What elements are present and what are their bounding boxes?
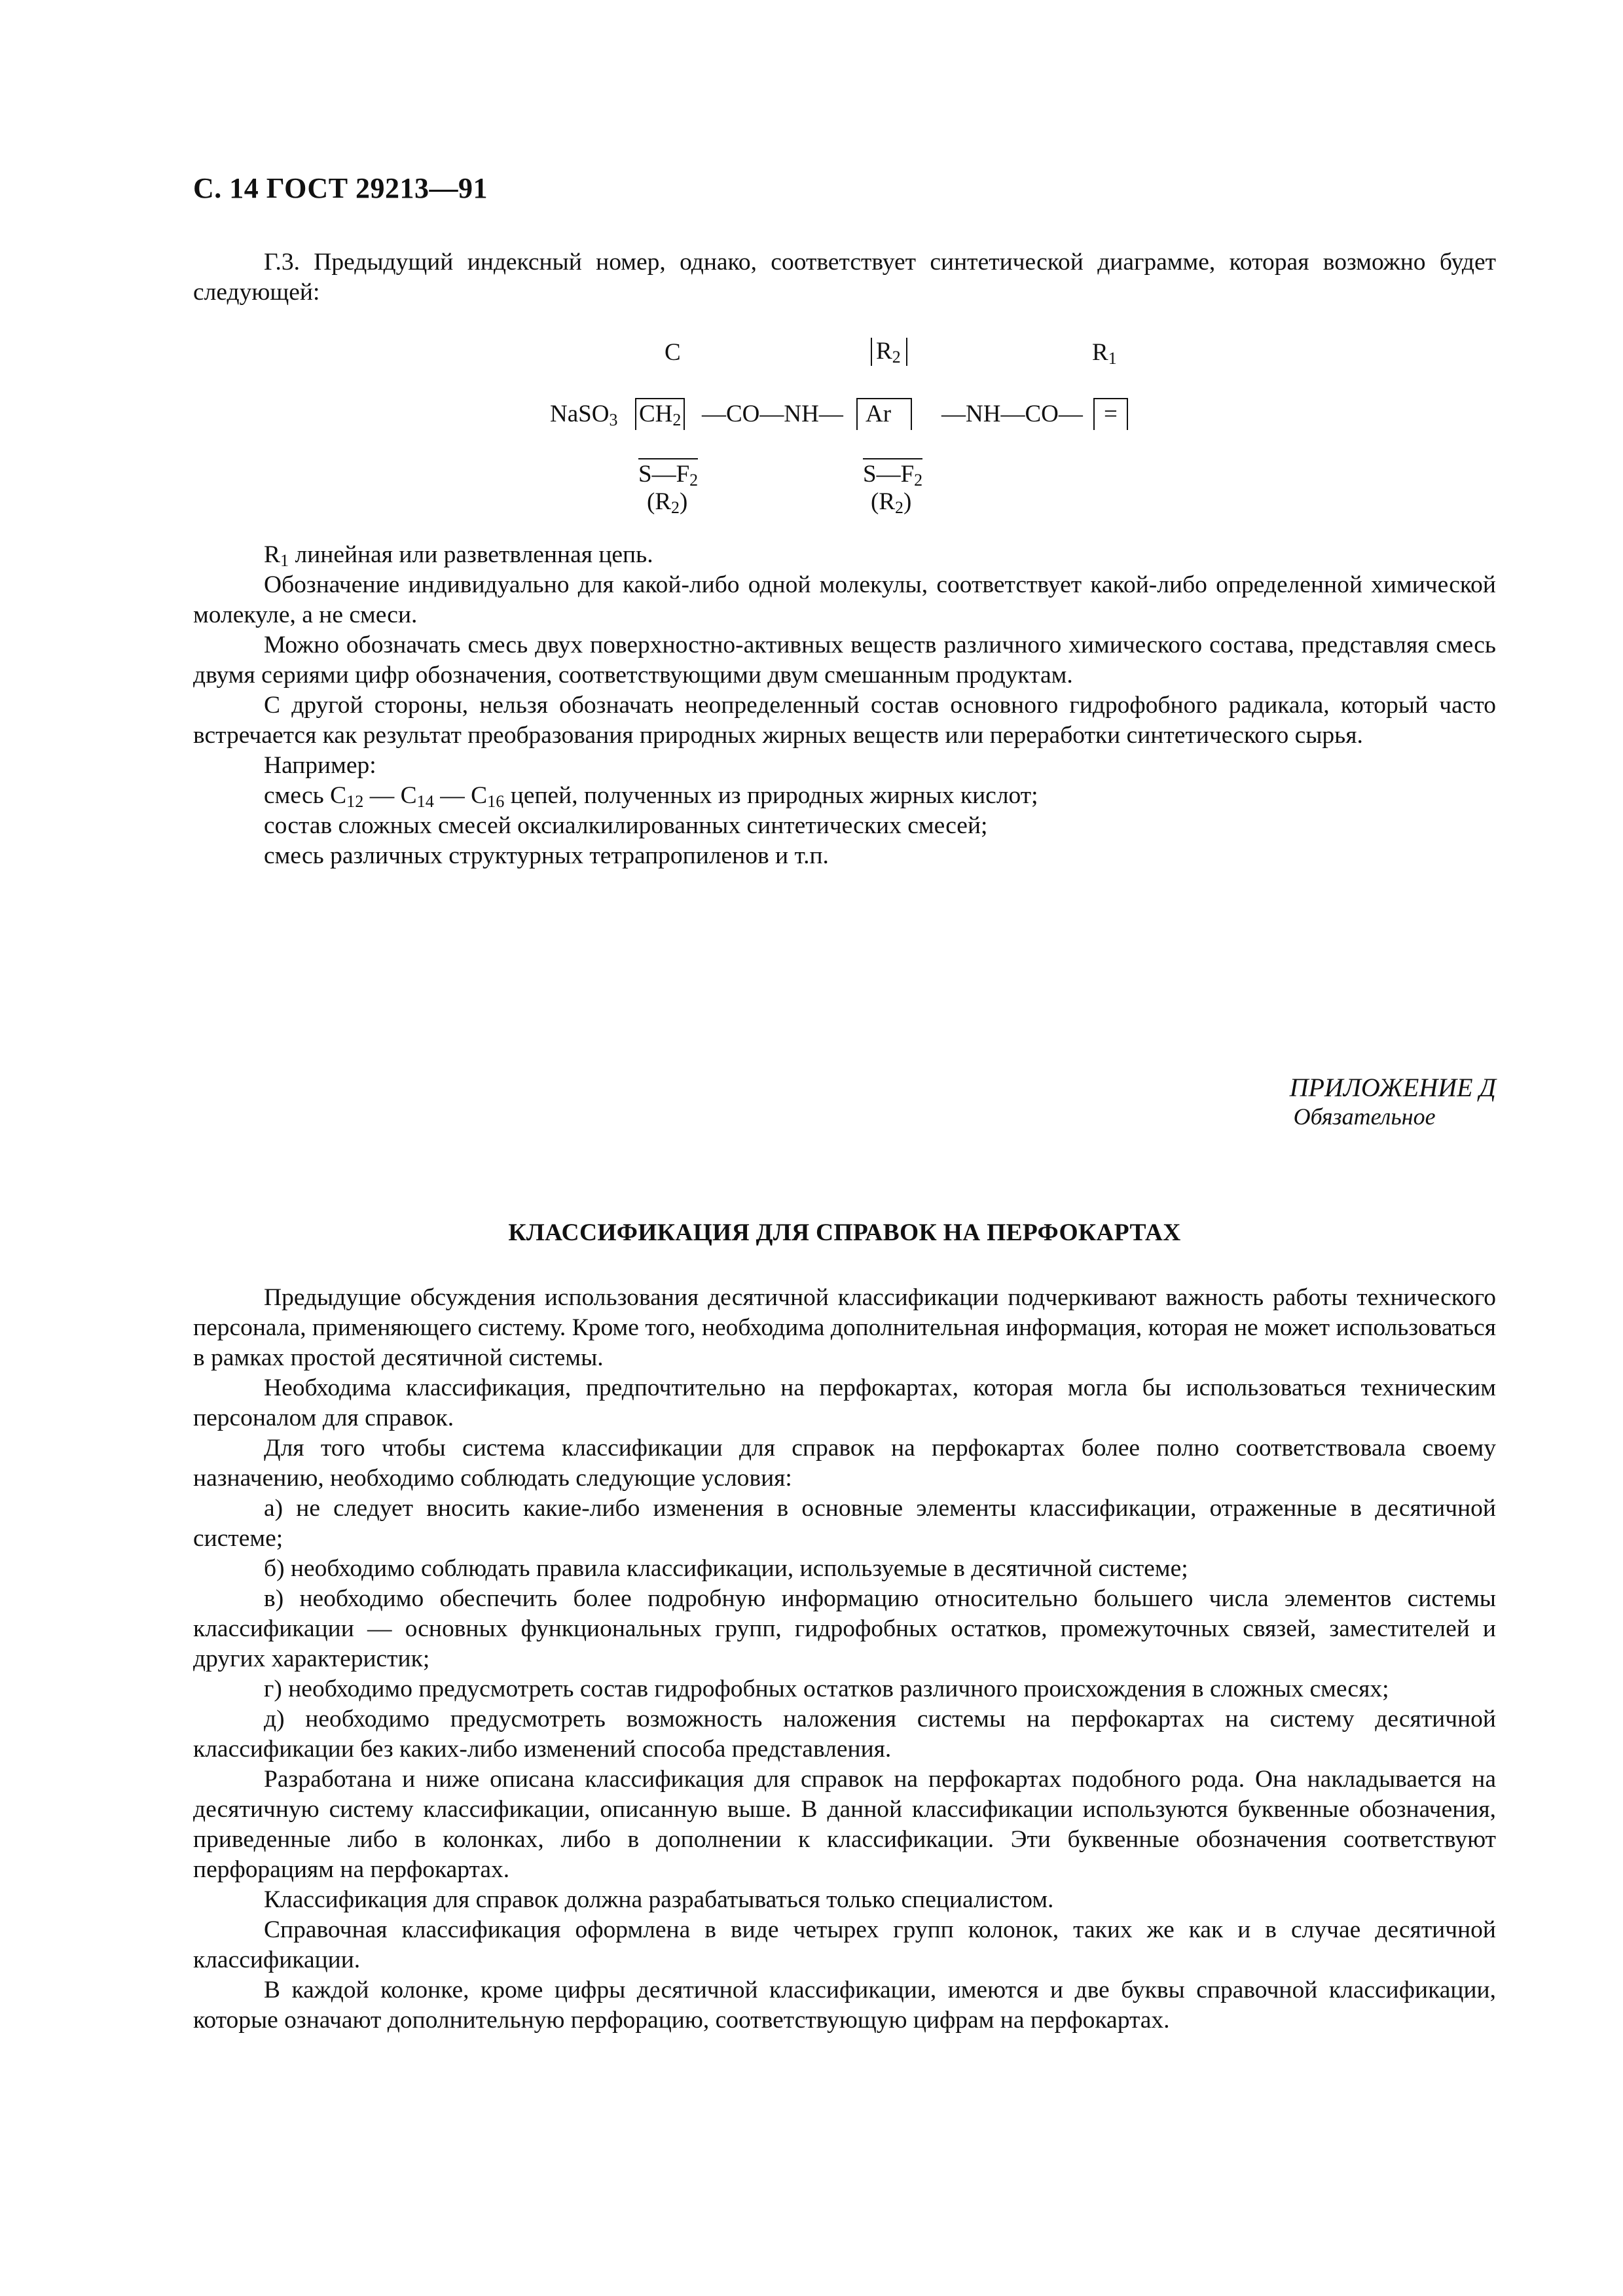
formula-bottom-sf2-b: $S—F_2$ — [863, 458, 922, 486]
formula-main-nh-co: —NH—CO— — [941, 401, 1083, 427]
condition-item-a: а) не следует вносить какие-либо изменения в основные элементы классификации, отраженные в десятичной системе; — [193, 1495, 1496, 1552]
intro-paragraph: Г.3. Предыдущий индексный номер, однако, соответствует синтетической диаграмме, которая возможно будет следующей: — [193, 249, 1496, 306]
formula-main-co-nh: —CO—NH— — [702, 401, 843, 427]
formula-bottom-r2-a: $(R_2)$ — [647, 488, 688, 517]
section2-paragraph-4: Разработана и ниже описана классификация для справок на перфокартах подобного рода. Она накладывается на десятичную систему классификации, описанную выше. В данной классификации используются буквенные обозначения, приведенные либо в колонках, либо в дополнении к классификации. Эти буквенные обозначения соответствуют перфорациям на перфокартах. — [193, 1766, 1496, 1883]
section2-paragraph-6: Справочная классификация оформлена в виде четырех групп колонок, таких же как и в случае десятичной классификации. — [193, 1916, 1496, 1973]
page-header: С. 14 ГОСТ 29213—91 — [193, 172, 488, 204]
formula-top-r1: $R_1$ — [1092, 339, 1117, 368]
formula-main-ar: Ar — [856, 398, 912, 430]
condition-item-b: б) необходимо соблюдать правила классификации, используемые в десятичной системе; — [264, 1555, 1188, 1582]
chemical-formula — [550, 340, 1165, 517]
section1-paragraph-1: Обозначение индивидуально для какой-либо одной молекулы, соответствует какой-либо определенной химической молекуле, а не смеси. — [193, 571, 1496, 628]
formula-main-ch2: $CH_2$ — [635, 398, 685, 430]
section2-paragraph-1: Предыдущие обсуждения использования десятичной классификации подчеркивают важность работы технического персонала, применяющего систему. Кроме того, необходима дополнительная информация, которая не может использоваться в рамках простой десятичной системы. — [193, 1284, 1496, 1371]
condition-item-d: д) необходимо предусмотреть возможность наложения системы на перфокартах на систему десятичной классификации без каких-либо изменений способа представления. — [193, 1706, 1496, 1763]
example-label: Например: — [264, 752, 376, 779]
condition-item-g: г) необходимо предусмотреть состав гидрофобных остатков различного происхождения в сложных смесях; — [264, 1676, 1389, 1702]
section1-block — [193, 540, 1496, 871]
formula-main-eq: = — [1093, 398, 1128, 430]
formula-main-naso3: NaSO$_3$ — [550, 401, 618, 429]
section1-paragraph-2: Можно обозначать смесь двух поверхностно-активных веществ различного химического состава, представляя смесь двумя сериями цифр обозначения, соответствующими двум смешанным продуктам. — [193, 632, 1496, 689]
appendix-heading — [1290, 1073, 1496, 1131]
section2-paragraph-2: Необходима классификация, предпочтительно на перфокартах, которая могла бы использоваться техническим персоналом для справок. — [193, 1374, 1496, 1431]
example-item-2: состав сложных смесей оксиалкилированных синтетических смесей; — [264, 812, 988, 839]
formula-top-r2: $R_2$ — [871, 338, 907, 366]
section2-paragraph-5: Классификация для справок должна разрабатываться только специалистом. — [264, 1886, 1054, 1913]
appendix-subtitle: Обязательное — [1293, 1103, 1436, 1130]
appendix-title: ПРИЛОЖЕНИЕ Д — [1289, 1073, 1496, 1102]
example-item-3: смесь различных структурных тетрапропиленов и т.п. — [264, 842, 829, 869]
example-item-1: смесь $C_{12}$ — $C_{14}$ — $C_{16}$ цепей, полученных из природных жирных кислот; — [264, 782, 1038, 811]
section2-title: КЛАССИФИКАЦИЯ ДЛЯ СПРАВОК НА ПЕРФОКАРТАХ — [508, 1219, 1181, 1246]
section2-paragraph-7: В каждой колонке, кроме цифры десятичной классификации, имеются и две буквы справочной классификации, которые означают дополнительную перфорацию, соответствующую цифрам на перфокартах. — [193, 1977, 1496, 2034]
section1-paragraph-3: С другой стороны, нельзя обозначать неопределенный состав основного гидрофобного радикала, который часто встречается как результат преобразования природных жирных веществ или переработки синтетического сырья. — [193, 692, 1496, 749]
section2-block — [193, 1283, 1496, 2036]
section2-paragraph-3: Для того чтобы система классификации для справок на перфокартах более полно соответствовала своему назначению, необходимо соблюдать следующие условия: — [193, 1435, 1496, 1492]
r1-definition: $R_1$ линейная или разветвленная цепь. — [264, 541, 653, 570]
intro-block — [193, 247, 1496, 308]
formula-bottom-sf2-a: $S—F_2$ — [638, 458, 698, 486]
condition-item-v: в) необходимо обеспечить более подробную информацию относительно большего числа элементов системы классификации — основных функциональных групп, гидрофобных остатков, промежуточных связей, заместителей и других характеристик; — [193, 1585, 1496, 1672]
formula-top-c: C — [665, 339, 681, 366]
formula-bottom-r2-b: $(R_2)$ — [871, 488, 912, 517]
